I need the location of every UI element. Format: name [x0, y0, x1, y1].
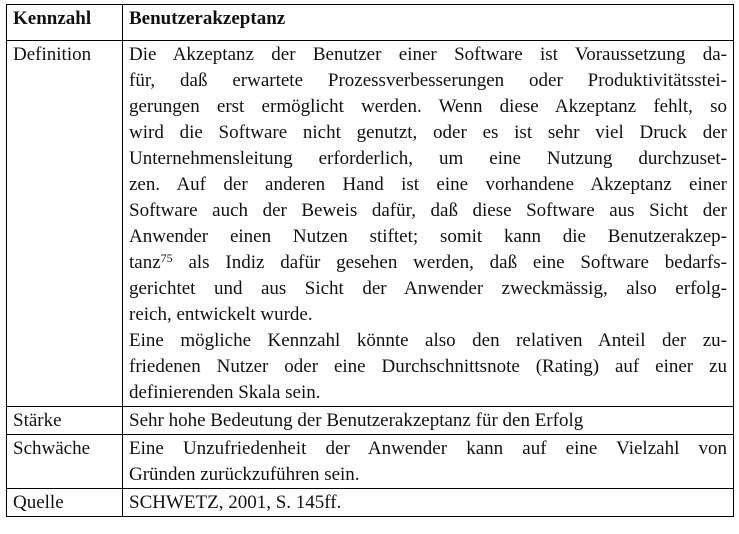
definition-line: wird die Software nicht genutzt, oder es ist sehr viel Druck der — [129, 122, 727, 143]
kennzahl-table — [6, 4, 734, 517]
definition-line: Anwender einen Nutzen stiftet; somit kann die Benutzerakzep- — [129, 226, 727, 247]
footnote-marker: 75 — [160, 251, 173, 265]
quelle-label: Quelle — [7, 489, 123, 517]
line-post: als Indiz dafür gesehen werden, daß eine Software bedarfs- — [172, 252, 727, 273]
staerke-label: Stärke — [7, 407, 123, 435]
staerke-text: Sehr hohe Bedeutung der Benutzerakzeptanz für den Erfolg — [123, 407, 734, 435]
schwaeche-label: Schwäche — [7, 435, 123, 489]
header-kennzahl: Kennzahl — [7, 5, 123, 41]
definition-row — [7, 41, 734, 407]
definition-line: definierenden Skala sein. — [129, 382, 321, 403]
definition-line: gerungen erst ermöglicht werden. Wenn diese Akzeptanz fehlt, so — [129, 96, 727, 117]
definition-line: Unternehmensleitung erforderlich, um eine Nutzung durchzuset- — [129, 148, 727, 169]
header-benutzerakzeptanz: Benutzerakzeptanz — [123, 5, 734, 41]
line-pre: tanz — [129, 252, 161, 273]
staerke-row — [7, 407, 734, 435]
definition-label: Definition — [7, 41, 123, 407]
schwaeche-line: Eine Unzufriedenheit der Anwender kann auf eine Vielzahl von — [129, 438, 727, 459]
definition-text — [123, 41, 734, 407]
definition-line: reich, entwickelt wurde. — [129, 304, 313, 325]
definition-line: friedenen Nutzer oder eine Durchschnittsnote (Rating) auf einer zu — [129, 356, 727, 377]
definition-line: Eine mögliche Kennzahl könnte also den relativen Anteil der zu- — [129, 330, 727, 351]
definition-line-footnote — [129, 250, 727, 276]
schwaeche-row — [7, 435, 734, 489]
quelle-text: SCHWETZ, 2001, S. 145ff. — [123, 489, 734, 517]
header-row — [7, 5, 734, 41]
definition-line: für, daß erwartete Prozessverbesserungen oder Produktivitätsstei- — [129, 70, 727, 91]
definition-line: gerichtet und aus Sicht der Anwender zweckmässig, also erfolg- — [129, 278, 727, 299]
quelle-row — [7, 489, 734, 517]
definition-line: Die Akzeptanz der Benutzer einer Software ist Voraussetzung da- — [129, 44, 727, 65]
definition-line: Software auch der Beweis dafür, daß diese Software aus Sicht der — [129, 200, 727, 221]
schwaeche-line: Gründen zurückzuführen sein. — [129, 464, 360, 485]
definition-line: zen. Auf der anderen Hand ist eine vorhandene Akzeptanz einer — [129, 174, 727, 195]
schwaeche-text — [123, 435, 734, 489]
